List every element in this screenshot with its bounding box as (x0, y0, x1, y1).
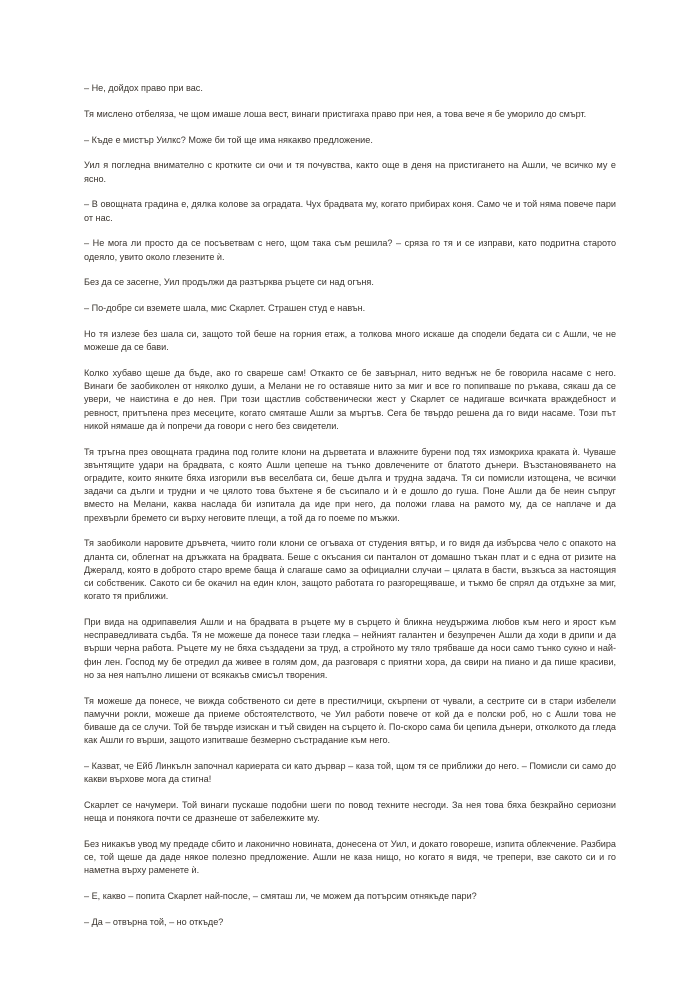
paragraph-3: – Къде е мистър Уилкс? Може би той ще има някакво предложение. (84, 134, 373, 145)
paragraph-12: Тя заобиколи наровите дръвчета, чиито голи клони се огъваха от студения вятър, и го видя да избърсва чело с опакото на дланта си, облегнат на дръжката на брадвата. Беше с окъсания си панталон от домашно тъкан плат и с една от ризите на Джералд, която в доброто старо време баща ѝ слагаше само за официални случаи – цялата в басти, възкъса за настоящия си собственик. Сакото си бе окачил на един клон, защото работата го разгорещяваше, и тъкмо бе спрял да отдъхне за миг, когато тя приближи. (84, 538, 616, 602)
paragraph-2: Тя мислено отбеляза, че щом имаше лоша вест, винаги пристигаха право при нея, а това вече я бе уморило до смърт. (84, 108, 587, 119)
paragraph-15: – Казват, че Ейб Линкълн започнал кариерата си като дървар – каза той, щом тя се приближи до него. – Помисли си само до какви върхове мога да стигна! (84, 761, 616, 785)
paragraph-10: Колко хубаво щеше да бъде, ако го свареше сам! Откакто се бе завърнал, нито веднъж не бе говорила насаме с него. Винаги бе заобиколен от няколко души, а Мелани не го оставяше нито за миг и все го попипваше по ръкава, сякаш да се увери, че наистина е до нея. При този щастлив собственически жест у Скарлет се надигаше всичката враждебност и ревност, притъпена през месеците, когато смяташе Ашли за мъртъв. Сега бе твърдо решена да го види насаме. Този път никой нямаше да ѝ попречи да говори с него без свидетели. (84, 367, 616, 431)
paragraph-4: Уил я погледна внимателно с кротките си очи и тя почувства, както още в деня на пристигането на Ашли, че всичко му е ясно. (84, 160, 616, 184)
paragraph-14: Тя можеше да понесе, че вижда собственото си дете в престилчици, скърпени от чували, а сестрите си в стари избелели памучни рокли, можеше да приеме обстоятелството, че Уил работи повече от кой да е полски роб, но с Ашли това не биваше да се случи. Той бе твърде изискан и тъй свиден на сърцето ѝ. По-скоро сама би цепила дънери, отколкото да гледа как Ашли го върши, защото изпитваше безмерно състрадание към него. (84, 695, 616, 746)
paragraph-13: При вида на одрипавелия Ашли и на брадвата в ръцете му в сърцето ѝ бликна неудържима любов към него и ярост към несправедливата съдба. Тя не можеше да понесе тази гледка – нейният галантен и безупречен Ашли да ходи в дрипи и да върши черна работа. Ръцете му не бяха създадени за труд, а стройното му тяло трябваше да носи само тънко сукно и най-фин лен. Господ му бе отредил да живее в голям дом, да разговаря с приятни хора, да свири на пиано и да пише красиви, но за нея напълно лишени от всякакъв смисъл творения. (84, 617, 616, 680)
paragraph-8: – По-добре си вземете шала, мис Скарлет. Страшен студ е навън. (84, 303, 366, 314)
paragraph-1: – Не, дойдох право при вас. (84, 83, 203, 93)
paragraph-9: Но тя излезе без шала си, защото той беше на горния етаж, а толкова много искаше да сподели бедата си с Ашли, че не можеше да се бави. (84, 328, 616, 353)
paragraph-18: – Е, какво – попита Скарлет най-после, – смяташ ли, че можем да потърсим отнякъде пари? (84, 891, 477, 902)
paragraph-5: – В овощната градина е, дялка колове за оградата. Чух брадвата му, когато прибирах коня. Само че и той няма повече пари от нас. (84, 199, 616, 223)
paragraph-19: – Да – отвърна той, – но откъде? (84, 917, 224, 928)
paragraph-6: – Не мога ли просто да се посъветвам с него, щом така съм решила? – сряза го тя и се изправи, като подритна старото одеяло, увито около глезените ѝ. (84, 238, 616, 262)
paragraph-7: Без да се засегне, Уил продължи да разтърква ръцете си над огъня. (84, 277, 374, 288)
paragraph-17: Без никакъв увод му предаде сбито и лаконично новината, донесена от Уил, и докато говореше, изпита облекчение. Разбира се, той щеше да даде някое полезно предложение. Ашли не каза нищо, но когато я видя, че трепери, взе сакото си и го наметна върху раменете ѝ. (84, 839, 616, 876)
paragraph-11: Тя тръгна през овощната градина под голите клони на дърветата и влажните бурени под тях измокриха краката ѝ. Чуваше звънтящите удари на брадвата, с която Ашли цепеше на тънко довлечените от блатото дънери. Възстановяването на оградите, които янките бяха изгорили във веселбата си, беше дълга и трудна задача. Тя си помисли изтощена, че всички задачи са дълги и трудни и че цялото това бъхтене я бе съсипало и ѝ е дошло до гуша. Поне Ашли да бе неин съпруг вместо на Мелани, каква наслада би изпитала да иде при него, да положи глава на рамото му, да се наплаче и да прехвърли бремето си върху неговите плещи, а той да го поеме по мъжки. (84, 446, 616, 523)
paragraph-16: Скарлет се начумери. Той винаги пускаше подобни шеги по повод техните несгоди. За нея това бяха безкрайно сериозни неща и понякога почти се дразнеше от забележките му. (84, 800, 616, 824)
